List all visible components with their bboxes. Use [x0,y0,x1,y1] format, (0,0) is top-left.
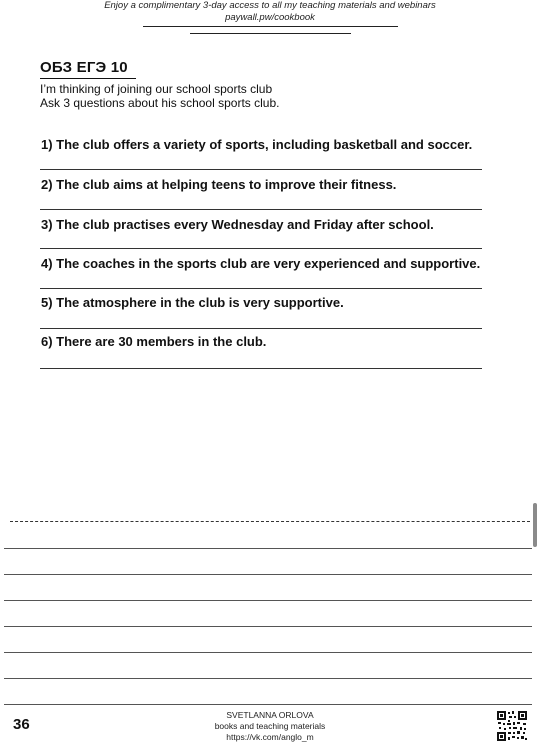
writing-line[interactable] [4,626,532,627]
promo-header [0,0,540,24]
writing-line[interactable] [4,678,532,679]
title-underline [40,78,136,79]
answer-line[interactable] [40,169,482,170]
answer-line[interactable] [40,328,482,329]
footer-author: SVETLANNA ORLOVA [226,710,314,720]
writing-line[interactable] [4,652,532,653]
answer-line[interactable] [40,248,482,249]
promo-link[interactable]: paywall.pw/cookbook [225,12,315,23]
cut-line [10,521,530,522]
task-item: 1) The club offers a variety of sports, including basketball and soccer. [41,137,473,152]
writing-line[interactable] [4,548,532,549]
answer-line[interactable] [40,209,482,210]
writing-line[interactable] [4,704,532,705]
exercise-intro [40,82,279,110]
writing-line[interactable] [4,600,532,601]
footer-link[interactable]: https://vk.com/anglo_m [226,732,314,742]
footer-subtitle: books and teaching materials [214,721,326,731]
task-item: 2) The club aims at helping teens to improve their fitness. [41,177,397,192]
task-item: 3) The club practises every Wednesday and Friday after school. [41,217,434,232]
qr-code-icon [496,710,528,742]
promo-divider [143,26,398,27]
page-number: 36 [13,716,30,733]
intro-line: I’m thinking of joining our school sports club [40,82,273,96]
intro-line: Ask 3 questions about his school sports club. [40,96,280,110]
promo-text: Enjoy a complimentary 3-day access to all my teaching materials and webinars [104,0,436,11]
promo-divider [190,33,351,34]
answer-line[interactable] [40,368,482,369]
exercise-title: ОБЗ ЕГЭ 10 [40,59,128,76]
answer-line[interactable] [40,288,482,289]
task-item: 6) There are 30 members in the club. [41,334,267,349]
task-item: 4) The coaches in the sports club are very experienced and supportive. [41,256,481,271]
writing-line[interactable] [4,574,532,575]
footer-credits [150,710,390,743]
task-item: 5) The atmosphere in the club is very supportive. [41,295,344,310]
scrollbar-thumb[interactable] [533,503,537,547]
